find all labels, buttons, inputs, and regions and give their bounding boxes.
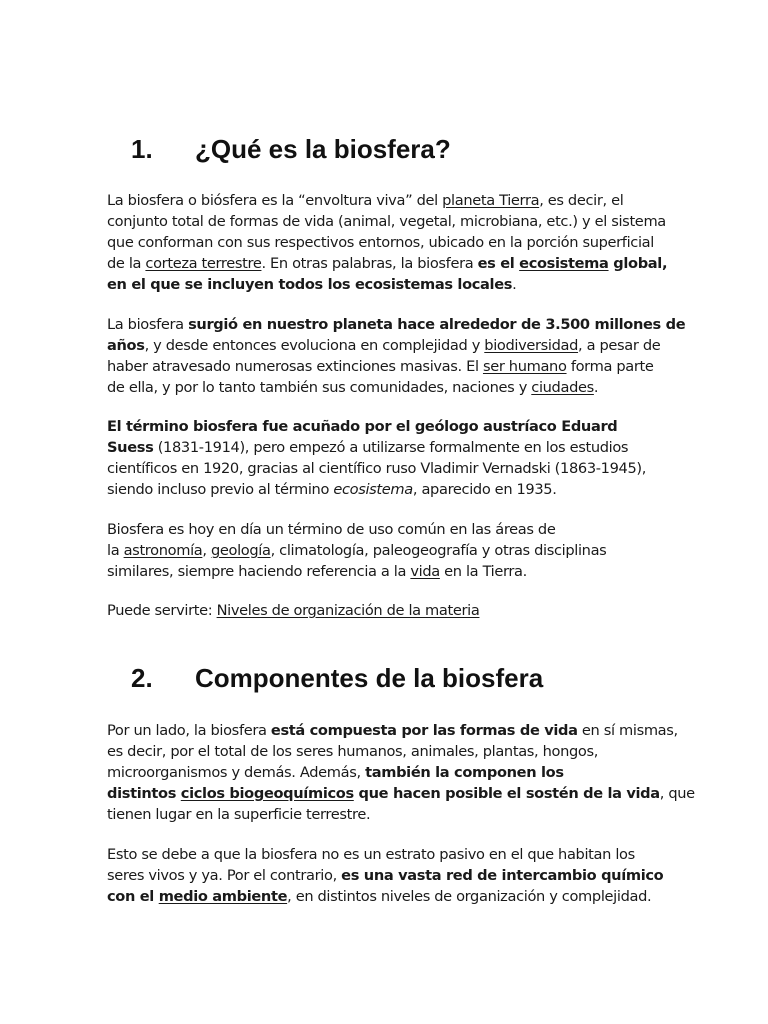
text-span: seres vivos y ya. Por el contrario, [107, 867, 342, 884]
text-span: (1831-1914), pero empezó a utilizarse formalmente en los estudios [153, 439, 629, 456]
text-span: , aparecido en 1935. [412, 481, 557, 498]
text-span: de la [107, 255, 146, 272]
paragraph-origin [107, 314, 686, 398]
paragraph-term-origin [107, 416, 667, 500]
link-astronomia[interactable]: astronomía [123, 542, 203, 559]
text-span: similares, siempre haciendo referencia a la [107, 563, 411, 580]
text-span: de ella, y por lo tanto también sus comunidades, naciones y [107, 379, 532, 396]
text-line: Esto se debe a que la biosfera no es un estrato pasivo en el que habitan los [107, 846, 635, 863]
section-2-title: Componentes de la biosfera [195, 663, 544, 693]
bold-span: El término biosfera fue acuñado por el geólogo austríaco Eduard [107, 418, 618, 435]
text-span: Puede servirte: [107, 602, 217, 619]
text-span: , climatología, paleogeografía y otras disciplinas [270, 542, 607, 559]
link-corteza-terrestre[interactable]: corteza terrestre [145, 255, 262, 272]
section-2-heading [131, 663, 543, 693]
bold-span: global, [608, 255, 668, 272]
bold-span: Suess [107, 439, 154, 456]
section-1-number: 1. [131, 134, 153, 164]
text-span: , que [659, 785, 695, 802]
bold-span: distintos [107, 785, 181, 802]
text-span: en la Tierra. [439, 563, 527, 580]
section-2-number: 2. [131, 663, 153, 693]
paragraph-see-also [107, 600, 667, 621]
text-span: , en distintos niveles de organización y complejidad. [287, 888, 652, 905]
paragraph-active-network [107, 844, 667, 907]
link-vida[interactable]: vida [410, 563, 440, 580]
link-niveles-organizacion[interactable]: Niveles de organización de la materia [216, 602, 480, 619]
link-biodiversidad[interactable]: biodiversidad [484, 337, 579, 354]
italic-span: ecosistema [333, 481, 413, 498]
paragraph-components [107, 720, 695, 825]
text-span: siendo incluso previo al término [107, 481, 334, 498]
section-1-heading [131, 134, 451, 164]
text-line: es decir, por el total de los seres humanos, animales, plantas, hongos, [107, 743, 599, 760]
text-span: en sí mismas, [577, 722, 678, 739]
text-span: la [107, 542, 124, 559]
text-span: . [512, 276, 517, 293]
link-geologia[interactable]: geología [210, 542, 271, 559]
paragraph-common-use [107, 519, 667, 582]
text-span: microorganismos y demás. Además, [107, 764, 366, 781]
text-line: conjunto total de formas de vida (animal, vegetal, microbiana, etc.) y el sistema [107, 213, 666, 230]
bold-span: está compuesta por las formas de vida [270, 722, 578, 739]
bold-span: que hacen posible el sostén de la vida [353, 785, 660, 802]
text-span: , y desde entonces evoluciona en complejidad y [144, 337, 485, 354]
text-span: La biosfera [107, 316, 189, 333]
link-planeta-tierra[interactable]: planeta Tierra [442, 192, 540, 209]
bold-span: es una vasta red de intercambio químico [341, 867, 664, 884]
bold-span: también la componen los [365, 764, 564, 781]
text-span: , [202, 542, 211, 559]
bold-span: es el [477, 255, 520, 272]
link-ciclos-biogeoquimicos[interactable]: ciclos biogeoquímicos [180, 785, 354, 802]
text-line: científicos en 1920, gracias al científico ruso Vladimir Vernadski (1863-1945), [107, 460, 647, 477]
link-ciudades[interactable]: ciudades [531, 379, 594, 396]
text-line: tienen lugar en la superficie terrestre. [107, 806, 371, 823]
text-span: haber atravesado numerosas extinciones masivas. El [107, 358, 483, 375]
link-medio-ambiente[interactable]: medio ambiente [158, 888, 288, 905]
text-span: Por un lado, la biosfera [107, 722, 271, 739]
bold-span: años [107, 337, 145, 354]
text-line: que conforman con sus respectivos entornos, ubicado en la porción superficial [107, 234, 654, 251]
text-span: . En otras palabras, la biosfera [261, 255, 478, 272]
section-1-title: ¿Qué es la biosfera? [195, 134, 451, 164]
text-span: , es decir, el [539, 192, 624, 209]
text-span: , a pesar de [578, 337, 661, 354]
text-line: Biosfera es hoy en día un término de uso común en las áreas de [107, 521, 556, 538]
text-span: La biosfera o biósfera es la “envoltura viva” del [107, 192, 443, 209]
bold-span: con el [107, 888, 159, 905]
bold-span: surgió en nuestro planeta hace alrededor de 3.500 millones de [188, 316, 686, 333]
text-span: forma parte [566, 358, 654, 375]
text-span: . [593, 379, 599, 396]
link-ser-humano[interactable]: ser humano [482, 358, 567, 375]
link-ecosistema[interactable]: ecosistema [519, 255, 609, 272]
bold-span: en el que se incluyen todos los ecosistemas locales [107, 276, 513, 293]
paragraph-what-is-biosphere [107, 190, 667, 295]
